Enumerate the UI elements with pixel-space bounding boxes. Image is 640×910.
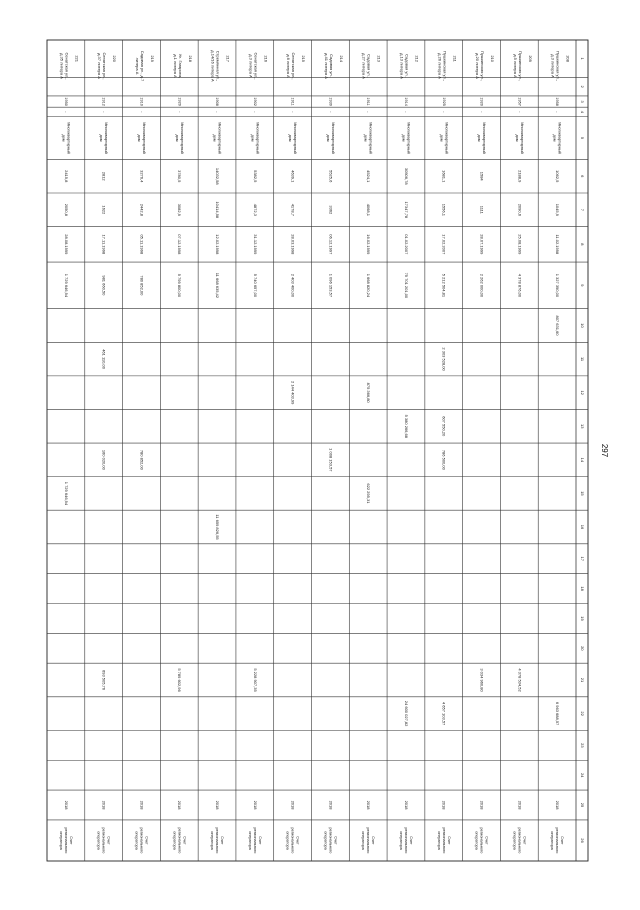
row-amount: 461 110,00: [101, 349, 107, 369]
row-purpose: Многоквартирный: [519, 122, 524, 154]
row-floors: -: [63, 111, 68, 113]
row-year: 1925: [441, 97, 446, 106]
row-year-plan: 2018: [252, 800, 258, 810]
row-purpose: Многоквартирный: [255, 122, 260, 154]
row-account: Счет: [257, 836, 262, 845]
row-floors: -: [290, 111, 295, 113]
row-cost: 5 799 800,00: [177, 273, 183, 298]
column-number: 14: [579, 457, 585, 463]
row-date: 17.11.1998: [101, 234, 107, 255]
row-area-residential: 2090,6: [517, 203, 523, 216]
row-area: 5525,6: [328, 170, 334, 183]
row-area-residential: 1111: [479, 205, 485, 214]
row-cost: 2 262 000,00: [479, 273, 485, 298]
row-purpose: Многоквартирный: [482, 122, 487, 154]
column-number: 5: [579, 136, 585, 140]
row-floors: -: [215, 111, 220, 113]
row-purpose: Многоквартирный: [330, 122, 335, 154]
row-address: литера А: [135, 57, 141, 75]
row-floors: -: [517, 111, 522, 113]
row-cost: 5 740 657,00: [252, 273, 258, 298]
row-amount: 160 020,00: [101, 449, 107, 470]
row-year: 1929: [177, 97, 182, 106]
row-account: Счет: [484, 836, 489, 845]
row-address: Сенатская ул.,: [102, 52, 108, 80]
row-date: 28.07.1999: [479, 234, 485, 255]
row-floors: -: [479, 111, 484, 113]
row-area-residential: 2050,8: [63, 203, 69, 216]
row-account: Счет: [144, 836, 149, 845]
row-id: 219: [149, 55, 155, 63]
column-number: 19: [579, 616, 585, 621]
row-address: д.5 литера А: [512, 54, 518, 78]
row-purpose: Многоквартирный: [406, 122, 411, 154]
row-floors: -: [177, 111, 182, 113]
row-amount: 1 729 646,94: [63, 481, 69, 506]
row-year: 1902: [252, 97, 257, 106]
row-account: оператора: [58, 831, 63, 850]
row-purpose: дом: [325, 134, 330, 142]
row-floors: -: [403, 111, 408, 113]
row-year-plan: 2018: [441, 800, 447, 810]
row-account: оператора: [436, 831, 441, 850]
row-account: Счет: [68, 836, 73, 845]
row-id: 208: [565, 55, 571, 63]
row-date: 01.02.2007: [403, 234, 409, 255]
row-year: 1957: [517, 97, 522, 106]
row-year: 1950: [63, 97, 68, 106]
row-id: 214: [338, 55, 344, 63]
row-year: 1914: [403, 97, 408, 106]
row-account: оператора: [512, 831, 517, 850]
row-amount: 5 789 602,96: [177, 668, 183, 692]
row-purpose: дом: [99, 134, 104, 142]
row-address: д.35 литера А: [59, 53, 65, 79]
row-address: Сенатская ул.,: [64, 52, 70, 80]
row-account: оператора: [247, 831, 252, 850]
row-purpose: Многоквартирный: [104, 122, 109, 154]
row-cost: 1 096 153,57: [328, 273, 334, 298]
row-area-residential: 4178,7: [290, 203, 296, 216]
row-year-plan: 2018: [139, 800, 145, 810]
row-date: 31.12.1999: [252, 234, 258, 255]
row-id: 211: [452, 55, 458, 62]
row-account: регионального: [441, 827, 446, 854]
row-area-residential: 1622: [101, 205, 107, 215]
row-account: Счет: [333, 836, 338, 845]
column-number: 7: [579, 208, 585, 211]
row-account: регионального: [215, 827, 220, 854]
row-cost: 1 668 820,24: [366, 273, 372, 298]
column-number: 18: [579, 586, 585, 591]
row-year-plan: 2018: [479, 800, 485, 810]
row-id: 217: [225, 55, 231, 63]
row-address: Садовая ул.,: [366, 54, 372, 78]
column-number: 12: [579, 390, 585, 395]
row-date: 28.08.1999: [63, 234, 69, 255]
row-year: 1920: [479, 97, 484, 106]
row-account: Счет: [371, 836, 376, 845]
row-date: 12.02.1998: [214, 234, 220, 255]
row-address: д.14/16 литера А: [210, 50, 216, 82]
row-address: Пушкинская ул.,: [442, 50, 448, 82]
row-id: 216: [263, 55, 269, 63]
row-address: Пушкинская ул.,: [555, 50, 561, 82]
row-account: оператора: [210, 831, 215, 850]
row-address: Садовая ул., д.7: [140, 50, 146, 82]
row-amount: 11 659 826,55: [214, 514, 220, 540]
row-area: 2812: [101, 171, 107, 181]
row-id: 210: [490, 55, 496, 63]
row-account: регионального: [366, 827, 371, 854]
row-amount: 1 008 153,57: [328, 448, 334, 472]
row-area-residential: 4872,3: [252, 203, 258, 216]
row-account: оператора: [134, 831, 139, 850]
row-year: 1911: [366, 97, 371, 106]
row-year-plan: 2018: [403, 800, 409, 810]
row-purpose: дом: [136, 134, 141, 142]
row-address: Пушкинская ул.,: [517, 50, 523, 82]
row-address: д.26 литера А: [437, 53, 443, 79]
row-id: 209: [527, 55, 533, 63]
row-account: Счет: [560, 836, 565, 845]
row-floors: -: [328, 111, 333, 113]
row-cost: 981 660,50: [101, 275, 107, 296]
row-purpose: дом: [477, 134, 482, 142]
row-cost: 1 729 646,94: [63, 273, 69, 298]
column-number: 2: [579, 85, 585, 88]
column-number: 15: [579, 491, 585, 496]
row-address: Садовая ул.,: [404, 54, 410, 78]
row-year-plan: 2018: [555, 800, 561, 810]
column-number: 10: [579, 323, 585, 328]
row-address: д.37 литера А: [97, 53, 103, 79]
column-number: 9: [579, 284, 585, 287]
column-number: 26: [579, 838, 585, 843]
row-amount: 875 366,80: [366, 382, 372, 403]
row-purpose: Многоквартирный: [141, 122, 146, 154]
row-area: 2188,9: [517, 170, 523, 183]
row-area-residential: 10414,58: [214, 201, 220, 219]
row-purpose: дом: [288, 134, 293, 142]
row-id: 218: [187, 55, 193, 63]
row-account: регионального: [139, 827, 144, 854]
row-address: Пушкинская ул.,: [480, 50, 486, 82]
column-number: 1: [579, 57, 585, 60]
row-area-residential: 2442,8: [139, 203, 145, 216]
row-area: 14032,58: [214, 167, 220, 185]
row-account: Счет: [446, 836, 451, 845]
row-account: Счет: [295, 836, 300, 845]
column-number: 25: [579, 802, 585, 808]
row-purpose: Многоквартирный: [66, 122, 71, 154]
row-amount: 780 852,00: [139, 449, 145, 470]
row-amount: 807 631,60: [555, 315, 561, 336]
row-amount: 693 505,76: [101, 669, 107, 691]
row-area-residential: 1556,1: [441, 203, 447, 216]
row-id: 220: [112, 55, 118, 63]
row-purpose: Многоквартирный: [557, 122, 562, 154]
row-account: оператора: [550, 831, 555, 850]
column-number: 21: [579, 677, 585, 683]
row-address: д.1 литера А: [172, 54, 178, 78]
row-account: Счет: [182, 836, 187, 845]
row-area-residential: 4068,1: [366, 203, 372, 216]
row-date: 28.03.1998: [290, 234, 296, 255]
row-id: 213: [376, 55, 382, 63]
row-account: регионального: [403, 827, 408, 854]
row-account: регионального: [555, 827, 560, 854]
row-cost: 780 852,00: [139, 275, 145, 296]
row-purpose: дом: [250, 134, 255, 142]
row-id: 221: [74, 55, 80, 63]
row-year-plan: 2018: [328, 800, 334, 810]
page-number: 297: [600, 443, 610, 458]
row-amount: 24 600 027,82: [403, 700, 409, 727]
row-amount: 5 228 907,35: [252, 668, 258, 692]
row-date: 16.02.1999: [366, 234, 372, 255]
row-purpose: Многоквартирный: [217, 122, 222, 154]
row-account: Счет: [220, 836, 225, 845]
row-area: 3780,5: [177, 170, 183, 183]
row-account: регионального: [252, 827, 257, 854]
row-year-plan: 2018: [101, 800, 107, 810]
row-cost: 4 378 876,00: [517, 273, 523, 298]
row-floors: -: [441, 111, 446, 113]
row-date: 07.12.1998: [177, 234, 183, 255]
row-account: регионального: [479, 827, 484, 854]
row-address: д.13 литера А: [399, 53, 405, 79]
row-date: 11.02.1998: [555, 234, 561, 255]
row-area: 4524,1: [366, 170, 372, 183]
row-id: 212: [414, 55, 420, 63]
row-account: оператора: [361, 831, 366, 850]
column-number: 20: [579, 646, 585, 651]
row-area-residential: 1045,9: [555, 203, 561, 216]
row-area: 1584: [479, 171, 485, 181]
row-account: Счет: [408, 836, 413, 845]
row-area: 3276,4: [139, 170, 145, 183]
row-cost: 11 668 635,42: [214, 272, 220, 299]
row-area: 1062,5: [555, 170, 561, 183]
row-purpose: Многоквартирный: [444, 122, 449, 154]
row-date: 17.02.2007: [441, 234, 447, 255]
row-year: 1912: [101, 97, 106, 106]
row-date: 25.08.1999: [517, 234, 523, 255]
column-number: 4: [579, 110, 585, 113]
row-year-plan: 2018: [517, 800, 523, 810]
row-floors: -: [366, 111, 371, 113]
table-frame: [47, 40, 588, 861]
row-cost: 2 403 400,00: [290, 273, 296, 298]
row-account: оператора: [285, 831, 290, 850]
row-purpose: Многоквартирный: [179, 122, 184, 154]
row-account: оператора: [172, 831, 177, 850]
column-number: 22: [579, 711, 585, 716]
column-number: 3: [579, 100, 585, 103]
column-number: 16: [579, 524, 585, 530]
row-year: 1908: [215, 97, 220, 106]
row-year: 1939: [328, 97, 333, 106]
row-account: оператора: [474, 831, 479, 850]
row-date: 06.12.1997: [328, 234, 334, 255]
row-amount: 622 295,31: [366, 483, 372, 504]
row-amount: 6 963 688,57: [555, 701, 561, 726]
row-account: регионального: [63, 827, 68, 854]
row-address: Сенатская ул.,: [253, 52, 259, 80]
row-area: 1681,1: [441, 170, 447, 183]
row-purpose: дом: [514, 134, 519, 142]
row-amount: 4 378 534,52: [517, 668, 523, 692]
row-area: 2415,8: [63, 170, 69, 183]
column-number: 13: [579, 424, 585, 429]
row-account: оператора: [398, 831, 403, 850]
row-amount: 607 550,20: [441, 416, 447, 437]
row-area: 4639,1: [290, 170, 296, 183]
row-amount: 2 303 528,00: [441, 347, 447, 371]
row-account: оператора: [323, 831, 328, 850]
row-address: Ул. Гагарина,: [177, 53, 183, 79]
row-purpose: дом: [401, 134, 406, 142]
row-floors: -: [555, 111, 560, 113]
row-floors: -: [252, 111, 257, 113]
column-number: 11: [579, 356, 585, 362]
row-id: 215: [301, 55, 307, 63]
row-floors: -: [101, 111, 106, 113]
column-number: 17: [579, 556, 585, 561]
row-year: 1911: [290, 97, 295, 106]
row-year-plan: 2018: [366, 800, 372, 810]
row-cost: 5 212 504,81: [441, 273, 447, 298]
row-year-plan: 2018: [177, 800, 183, 810]
row-amount: 5 380 266,68: [403, 414, 409, 438]
row-account: регионального: [290, 827, 295, 854]
row-amount: 786 500,00: [441, 449, 447, 470]
row-address: д.3 литера А: [550, 54, 556, 78]
row-purpose: дом: [552, 134, 557, 142]
row-address: д.20 литера А: [475, 53, 481, 79]
row-year-plan: 2018: [290, 800, 296, 810]
row-account: регионального: [101, 827, 106, 854]
row-cost: 75 701 201,00: [403, 272, 409, 299]
row-purpose: дом: [174, 134, 179, 142]
row-account: регионального: [517, 827, 522, 854]
row-address: Сенатская ул.,: [291, 52, 297, 80]
column-number: 8: [579, 243, 585, 246]
row-year-plan: 2018: [214, 800, 220, 810]
row-purpose: Многоквартирный: [368, 122, 373, 154]
row-area: 30506,78: [403, 167, 409, 185]
row-amount: 2 144 403,99: [290, 380, 296, 405]
row-address: д.3 литера А: [248, 54, 254, 78]
row-address: д.27 литера А: [361, 53, 367, 79]
row-purpose: дом: [212, 134, 217, 142]
row-purpose: дом: [363, 134, 368, 142]
row-account: регионального: [328, 827, 333, 854]
row-address: Стремянная ул.,: [215, 50, 221, 82]
row-floors: -: [139, 111, 144, 113]
row-year: 1958: [555, 97, 560, 106]
row-address: Садовая ул.,: [328, 54, 334, 78]
row-area: 5382,5: [252, 170, 258, 183]
row-year: 1910: [139, 97, 144, 106]
row-account: Счет: [106, 836, 111, 845]
column-number: 6: [579, 175, 585, 178]
column-number: 23: [579, 743, 585, 748]
row-area-residential: 17347,78: [403, 201, 409, 219]
column-number: 24: [579, 772, 585, 778]
row-amount: 3 034 960,80: [479, 668, 485, 692]
row-address: д.6 литера А: [286, 54, 292, 78]
row-area-residential: 3362: [328, 205, 334, 215]
row-account: Счет: [522, 836, 527, 845]
row-purpose: Многоквартирный: [293, 122, 298, 154]
row-account: регионального: [177, 827, 182, 854]
row-date: 05.11.1998: [139, 234, 145, 255]
row-year-plan: 2018: [63, 800, 69, 810]
row-cost: 1 327 390,00: [555, 273, 561, 298]
row-account: оператора: [96, 831, 101, 850]
row-area-residential: 3082,9: [177, 203, 183, 216]
row-amount: 4 657 103,57: [441, 701, 447, 726]
row-address: д.41 литера А: [323, 53, 329, 79]
row-purpose: дом: [439, 134, 444, 142]
row-purpose: дом: [61, 134, 66, 142]
